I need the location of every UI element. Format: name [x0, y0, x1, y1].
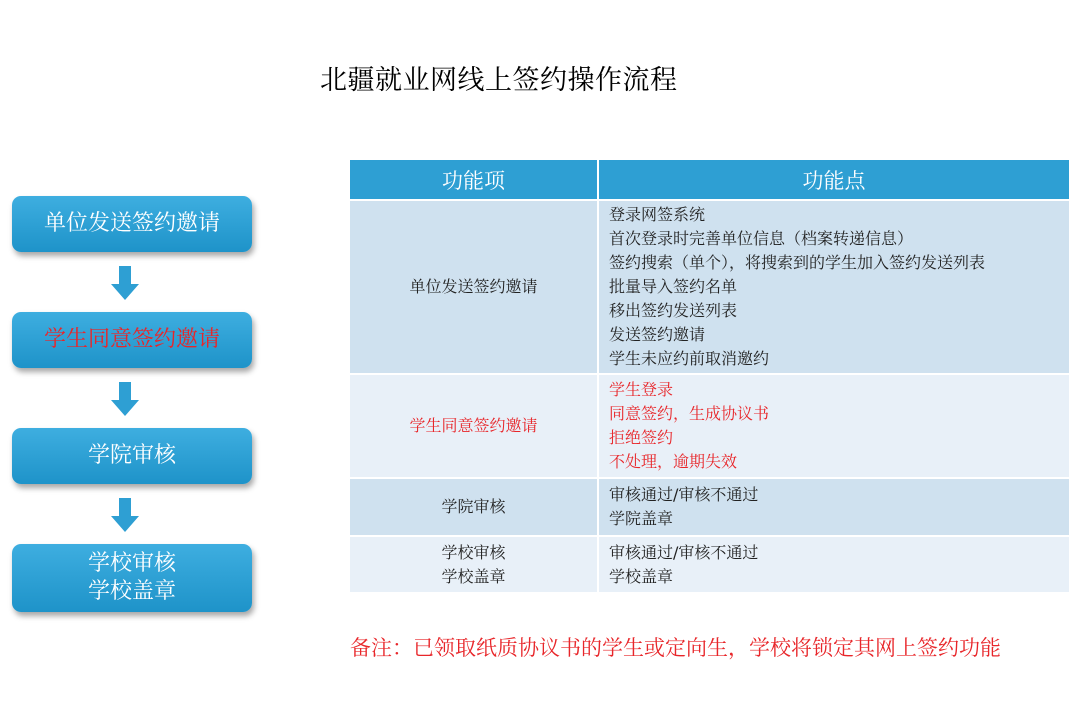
flow-step-student-agree	[12, 312, 252, 368]
function-point: 学校盖章	[609, 566, 674, 586]
function-points-cell	[598, 374, 1069, 478]
function-item-cell	[350, 536, 598, 592]
function-point: 审核通过/审核不通过	[609, 485, 759, 504]
flow-step-college-review	[12, 428, 252, 484]
flow-step-school-review	[12, 544, 252, 612]
remark-note: 备注：已领取纸质协议书的学生或定向生，学校将锁定其网上签约功能	[350, 636, 1001, 660]
function-item: 学院审核	[441, 497, 506, 516]
page-title: 北疆就业网线上签约操作流程	[320, 65, 678, 96]
function-point: 发送签约邀请	[609, 325, 706, 344]
flow-step-unit-send	[12, 196, 252, 252]
function-point: 学院盖章	[609, 509, 674, 528]
function-point: 首次登录时完善单位信息（档案转递信息）	[609, 229, 914, 248]
flow-step-label: 学校盖章	[87, 579, 176, 604]
table-header-row	[350, 160, 1069, 200]
function-points-cell	[598, 478, 1069, 536]
function-item-cell	[350, 478, 598, 536]
function-item: 学生同意签约邀请	[409, 416, 538, 435]
function-item: 学校审核	[441, 542, 506, 562]
table-row	[350, 200, 1069, 374]
function-points-cell	[598, 200, 1069, 374]
function-point: 审核通过/审核不通过	[609, 542, 759, 562]
table-row	[350, 478, 1069, 536]
down-arrow-icon	[111, 382, 139, 416]
down-arrow-icon	[111, 266, 139, 300]
function-item: 单位发送签约邀请	[409, 277, 538, 296]
function-point: 移出签约发送列表	[609, 301, 738, 320]
flow-step-label: 单位发送签约邀请	[43, 211, 220, 236]
function-point: 登录网签系统	[609, 205, 706, 224]
function-point: 学生登录	[609, 380, 674, 399]
table-row	[350, 536, 1069, 592]
down-arrow-icon	[111, 498, 139, 532]
function-item-cell	[350, 374, 598, 478]
table-row	[350, 374, 1069, 478]
function-table	[350, 160, 1069, 592]
function-item: 学校盖章	[441, 566, 506, 586]
function-point: 不处理，逾期失效	[609, 452, 738, 471]
function-point: 同意签约，生成协议书	[609, 404, 770, 423]
function-points-cell	[598, 536, 1069, 592]
function-item-cell	[350, 200, 598, 374]
function-point: 拒绝签约	[609, 428, 674, 447]
flow-step-label: 学院审核	[87, 443, 176, 468]
function-point: 签约搜索（单个），将搜索到的学生加入签约发送列表	[609, 253, 986, 272]
function-point: 批量导入签约名单	[609, 277, 738, 296]
table-header: 功能项	[350, 160, 598, 200]
flow-step-label: 学生同意签约邀请	[43, 327, 220, 352]
function-point: 学生未应约前取消邀约	[609, 349, 770, 368]
table-header: 功能点	[598, 160, 1069, 200]
flow-step-label: 学校审核	[87, 551, 176, 576]
